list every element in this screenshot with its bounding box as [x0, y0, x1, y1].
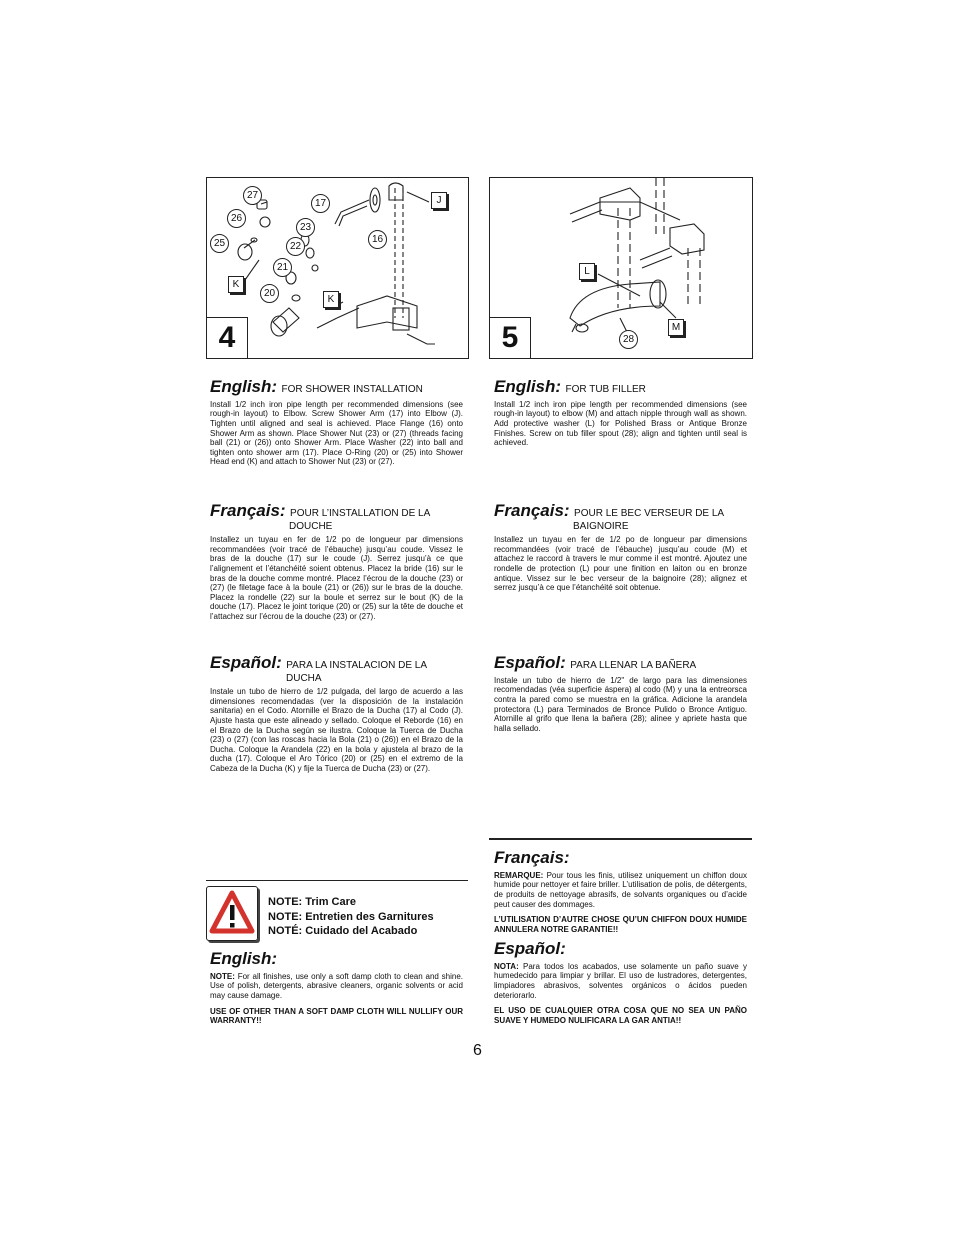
- callout-16: 16: [368, 230, 387, 249]
- warning-box: [206, 886, 258, 941]
- section-subtitle-cont: BAIGNOIRE: [573, 520, 629, 532]
- note-label: REMARQUE:: [494, 870, 544, 880]
- lang-heading: Español:: [494, 939, 566, 958]
- callout-20: 20: [260, 284, 279, 303]
- section-subtitle: POUR L’INSTALLATION DE LA: [290, 508, 431, 519]
- callout-J: J: [431, 192, 447, 209]
- note-text: Pour tous les finis, utilisez uniquement un chiffon doux humide pour nettoyer et faire briller. L’utilisation de polis, de détergents, de produits de nettoyage abrasifs, de solvants organiques ou d’acide peut causer des dommages.: [494, 870, 747, 909]
- instructions-text: Instale un tubo de hierro de 1/2" de largo para las dimensiones recomendadas (véa superficie áspera) al codo (M) y una la entreorsca contra la pared como se muestra en la gráfica. Adicione la arandela protectora (L) para Terminados de Bronce Pulido o Bronce Antiguo. Atornille al grifo que llena la bañera (28); alinee y apriete hasta que halla sellado.: [494, 675, 747, 733]
- figure-number: 4: [207, 317, 248, 358]
- warranty-warning: USE OF OTHER THAN A SOFT DAMP CLOTH WILL NULLIFY OUR WARRANTY!!: [210, 1006, 463, 1026]
- instructions-text: Installez un tuyau en fer de 1/2 po de longueur par dimensions recommandées (voir tracé de l’ébauche) jusqu’au coude (M) et attachez le raccord à travers le mur comme il est montré. Ajoutez une rondelle de protection (L) pour une finition en laiton ou en bronze antique. Vissez sur le bec verseur de la baignoire (28); alignez et serrez jusqu’à ce que l’étanchéité soit obtenue.: [494, 535, 747, 593]
- lang-heading: Français:: [494, 848, 570, 867]
- lang-heading: Español:: [494, 653, 566, 672]
- callout-27: 27: [243, 186, 262, 205]
- shower-french-section: [210, 502, 463, 622]
- warranty-warning: L’UTILISATION D’AUTRE CHOSE QU’UN CHIFFON DOUX HUMIDE ANNULERA NOTRE GARANTIE!!: [494, 915, 747, 934]
- tub-spanish-section: [494, 654, 747, 733]
- tub-french-section: [494, 502, 747, 593]
- instructions-text: Installez un tuyau en fer de 1/2 po de longueur par dimensions recommandées (voir tracé de l’ébauche) jusqu’au coude. Vissez le bras de la douche (17) sur le coude (J). Serrez jusqu’à ce que l’alignement et l’étanchéité soient obtenus. Placez la bride (16) sur le bras de la douche comme montré. Placez l’écrou de la douche (23) or (27) (le filetage face à la boule (21) or (26)) sur le bras de la douche. Placez la rondelle (22) sur la boule et serrez sur le bout (K) de la douche (17). Placez le joint torique (20) or (25) sur la tête de douche et l’attachez sur l’écrou de la douche (23) or (27).: [210, 535, 463, 622]
- warranty-warning: EL USO DE CUALQUIER OTRA COSA QUE NO SEA UN PAÑO SUAVE Y HUMEDO NULIFICARA LA GAR ANTIA!!: [494, 1006, 747, 1025]
- section-subtitle: FOR SHOWER INSTALLATION: [281, 384, 423, 395]
- instructions-text: Install 1/2 inch iron pipe length per recommended dimensions (see rough-in layout) to Elbow. Screw Shower Arm (17) into Elbow (J). Tighten until aligned and seal is achieved. Place Flange (16) onto Shower Arm as shown. Place Shower Nut (23) or (27) (threads facing ball (21) or (26)) onto Shower Arm. Place Washer (22) into ball and tighten onto shower arm (17). Place O-Ring (20) or (25) into Shower Head end (K) and attach to Shower Nut (23) or (27).: [210, 399, 463, 467]
- lang-heading: Français:: [494, 501, 570, 520]
- section-subtitle: POUR LE BEC VERSEUR DE LA: [574, 508, 725, 519]
- figure-number: 5: [490, 317, 531, 358]
- divider-left: [206, 880, 468, 881]
- instructions-text: Instale un tubo de hierro de 1/2 pulgada, del largo de acuerdo a las dimensiones recomendadas (ver la disposición de la instalación sanitaria) en el Codo. Atornille el Brazo de la Ducha (17) al Codo (J). Ajuste hasta que este alineado y sellado. Coloque el Reborde (16) en el Brazo de la Ducha según se ilustra. Coloque la Tuerca de Ducha (23) o (27) (con las roscas hacia la Bola (21) o (26)) en el Brazo de la Ducha. Coloque la Arandela (22) en la bola y ajustela al brazo de la ducha (17). Coloque el Aro Tórico (20) or (25) en el extremo de la Cabeza de la Ducha (K) y fije la Tuerca de Ducha (23) or (27).: [210, 687, 463, 774]
- section-subtitle: PARA LLENAR LA BAÑERA: [570, 660, 697, 671]
- callout-23: 23: [296, 218, 315, 237]
- note-line-english: NOTE: Trim Care: [268, 896, 357, 908]
- instructions-text: Install 1/2 inch iron pipe length per recommended dimensions (see rough-in layout) to elbow (M) and attach nipple through wall as shown. Add protective washer (L) for Polished Brass or Antique Bronze Finishes. Screw on tub filler spout (28); align and tighten until seal is achieved.: [494, 399, 747, 448]
- section-subtitle: PARA LA INSTALACION DE LA: [286, 660, 428, 671]
- page-number: 6: [473, 1042, 482, 1059]
- trim-care-notes: [268, 895, 434, 939]
- note-text: Para todos los acabados, use solamente un paño suave y humedecido para limpiar y brillar. El uso de lustradores, detergentes, limpiadores abrasivos, solventes orgánicos o ácidos pueden deteriorarlo.: [494, 961, 747, 1000]
- callout-M: M: [668, 319, 684, 336]
- callout-25: 25: [210, 234, 229, 253]
- callout-28: 28: [619, 330, 638, 349]
- shower-english-section: [210, 378, 463, 467]
- note-label: NOTA:: [494, 961, 519, 971]
- lang-heading: Français:: [210, 501, 286, 520]
- section-subtitle-cont: DUCHA: [286, 672, 322, 684]
- note-line-french: NOTE: Entretien des Garnitures: [268, 910, 434, 923]
- trim-spanish-section: [494, 940, 747, 1025]
- shower-spanish-section: [210, 654, 463, 774]
- section-subtitle: FOR TUB FILLER: [565, 384, 646, 395]
- callout-26: 26: [227, 209, 246, 228]
- lang-heading: English:: [210, 949, 278, 968]
- divider-right: [489, 838, 752, 840]
- lang-heading: English:: [210, 377, 278, 396]
- figure-5-tub-filler-diagram: [489, 177, 753, 359]
- callout-22: 22: [286, 237, 305, 256]
- callout-17: 17: [311, 194, 330, 213]
- callout-K-right: K: [323, 291, 339, 308]
- lang-heading: English:: [494, 377, 562, 396]
- callout-K-left: K: [228, 276, 244, 293]
- callout-L: L: [579, 263, 595, 280]
- figure-4-shower-diagram: [206, 177, 469, 359]
- section-subtitle-cont: DOUCHE: [289, 520, 333, 532]
- note-text: For all finishes, use only a soft damp cloth to clean and shine. Use of polish, detergents, abrasive cleaners, organic solvents or acid may cause damage.: [210, 971, 463, 1000]
- warning-icon: [207, 887, 257, 940]
- callout-21: 21: [273, 258, 292, 277]
- note-label: NOTE:: [210, 971, 235, 981]
- note-line-spanish: NOTÉ: Cuidado del Acabado: [268, 925, 418, 937]
- trim-english-section: [210, 950, 463, 1026]
- lang-heading: Español:: [210, 653, 282, 672]
- tub-english-section: [494, 378, 747, 448]
- trim-french-section: [494, 849, 747, 934]
